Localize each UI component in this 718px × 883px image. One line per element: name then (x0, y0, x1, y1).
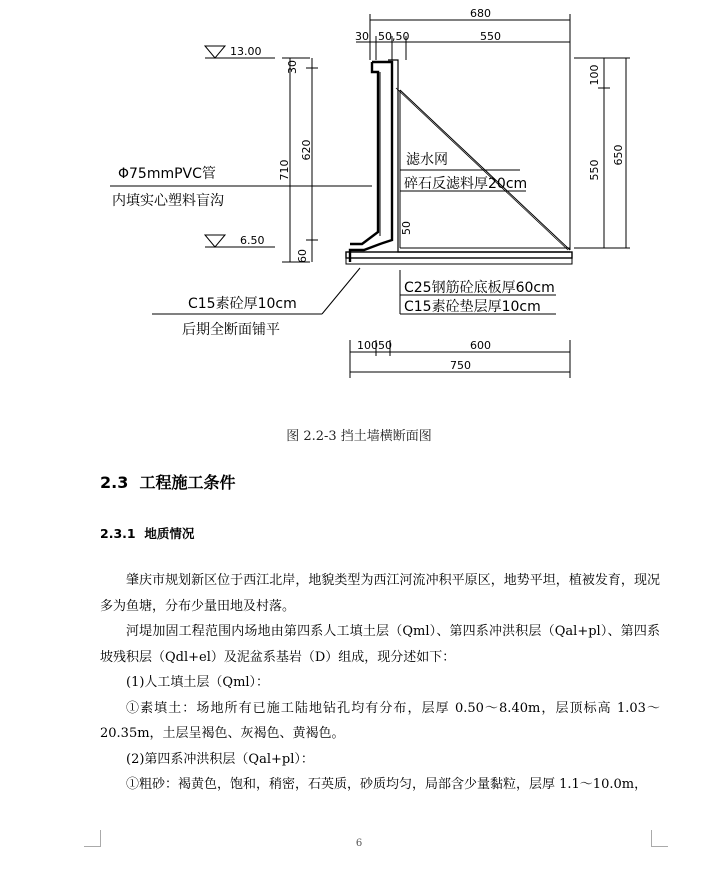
dim-bottom-total: 750 (450, 359, 471, 372)
dim-bottom-100: 100 (357, 339, 378, 352)
section-heading (100, 470, 236, 493)
paragraph-2: 河堤加固工程范围内场地由第四系人工填土层（Qml）、第四系冲洪积层（Qal+pl）、第四系坡残积层（Qdl+el）及泥盆系基岩（D）组成，现分述如下： (100, 624, 660, 665)
dim-bottom-50: 50 (378, 339, 392, 352)
label-base-slab: C25钢筋砼底板厚60cm (404, 280, 555, 296)
dim-bottom-600: 600 (470, 339, 491, 352)
dim-left-60: 60 (296, 249, 309, 263)
section-title: 工程施工条件 (139, 473, 236, 492)
paragraph-4: ①素填土：场地所有已施工陆地钻孔均有分布，层厚 0.50～8.40m，层顶标高 1.03～20.35m，土层呈褐色、灰褐色、黄褐色。 (100, 700, 660, 741)
paragraph-1: 肇庆市规划新区位于西江北岸，地貌类型为西江河流冲积平原区，地势平坦，植被发育，现况多为鱼塘，分布少量田地及村落。 (100, 573, 660, 614)
label-plain-concrete-line2: 后期全断面铺平 (182, 322, 280, 338)
dim-right-650: 650 (612, 144, 625, 166)
dim-top-550: 550 (480, 30, 501, 43)
label-cushion: C15素砼垫层厚10cm (404, 299, 541, 315)
label-pipe-line2: 内填实心塑料盲沟 (112, 193, 224, 209)
dim-mid-50: 50 (400, 221, 413, 235)
page-number: 6 (355, 838, 363, 849)
paragraph-3: (1)人工填土层（Qml）： (126, 675, 270, 690)
section-number: 2.3 (100, 473, 129, 492)
dim-top-30: 30 (355, 30, 369, 43)
dim-top-total: 680 (470, 7, 491, 20)
dim-left-710: 710 (278, 159, 291, 181)
dim-left-620: 620 (300, 139, 313, 161)
level-bottom: 6.50 (240, 234, 265, 247)
subsection-title: 地质情况 (144, 526, 195, 541)
subsection-number: 2.3.1 (100, 526, 136, 541)
level-top: 13.00 (230, 45, 262, 58)
body-text (100, 568, 660, 798)
dim-left-30: 30 (286, 60, 299, 74)
subsection-heading (100, 524, 194, 542)
label-filter-layer: 碎石反滤料厚20cm (404, 176, 528, 192)
retaining-wall-cross-section (0, 0, 718, 420)
paragraph-6: ①粗砂：褐黄色，饱和，稍密，石英质，砂质均匀，局部含少量黏粒，层厚 1.1～10.0m， (126, 777, 648, 792)
label-pipe-line1: Φ75mmPVC管 (118, 166, 216, 182)
figure-caption: 图 2.2-3 挡土墙横断面图 (286, 429, 432, 444)
dim-top-50-50: 50,50 (378, 30, 410, 43)
dim-right-550: 550 (588, 159, 601, 181)
dim-right-100: 100 (588, 64, 601, 86)
label-filter-net: 滤水网 (406, 152, 448, 168)
label-plain-concrete-line1: C15素砼厚10cm (188, 296, 297, 312)
paragraph-5: (2)第四系冲洪积层（Qal+pl）： (126, 751, 314, 767)
